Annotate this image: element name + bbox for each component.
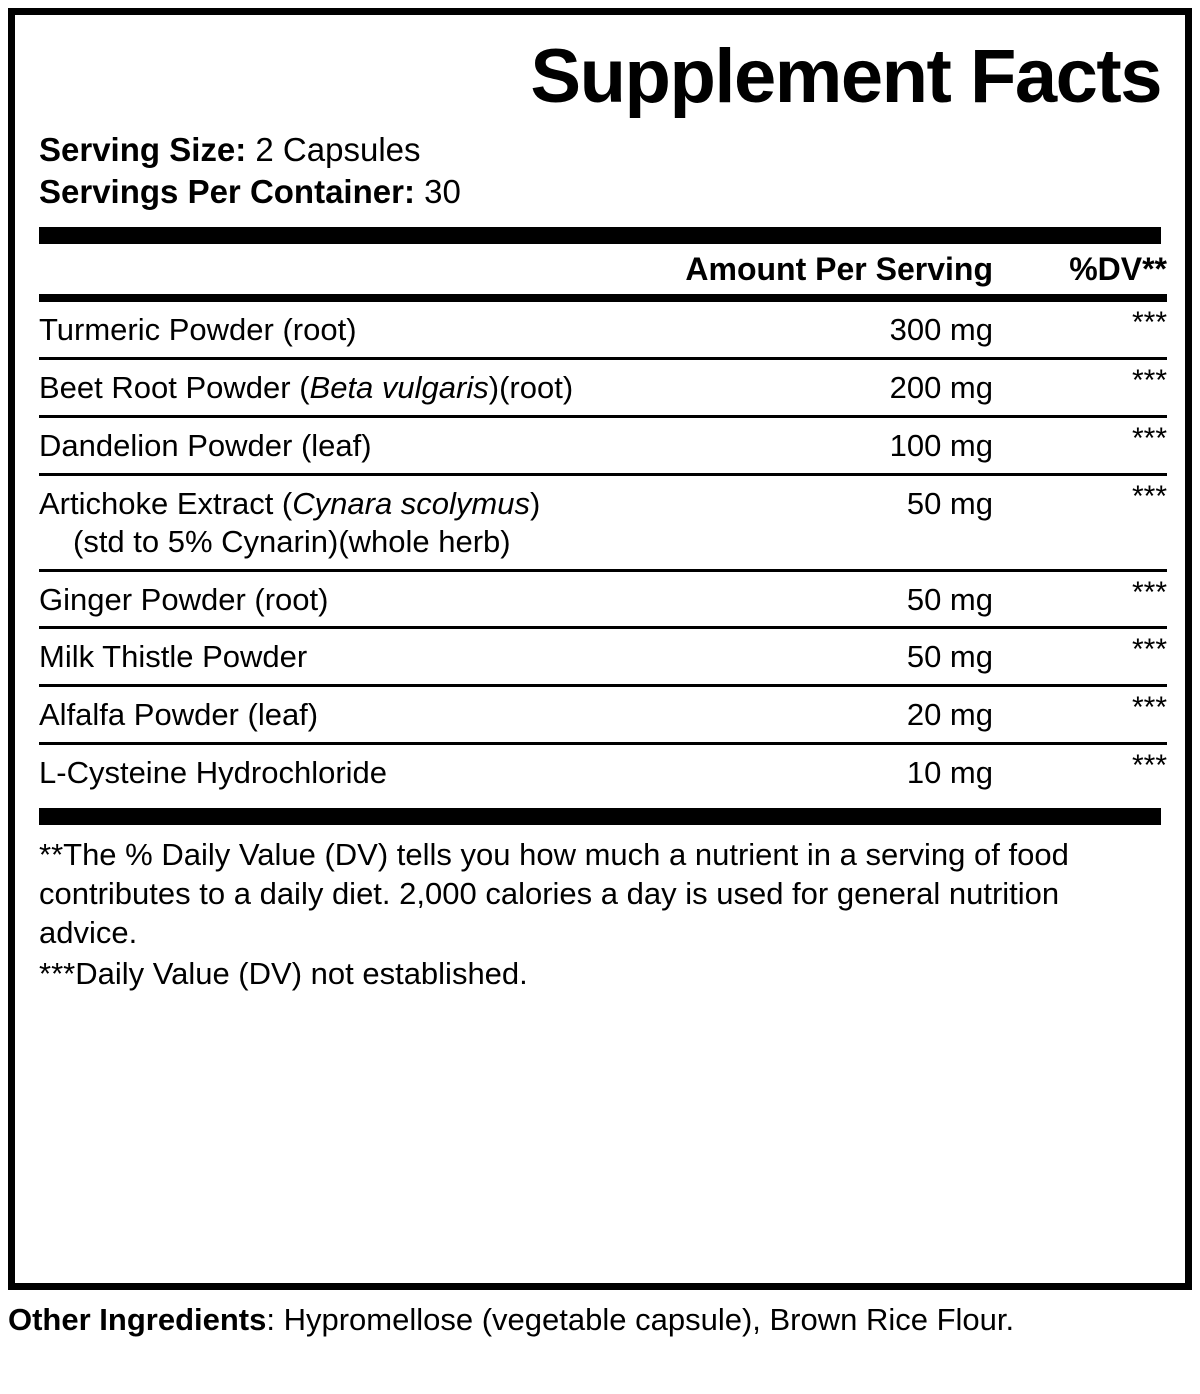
ingredient-name: Milk Thistle Powder [39, 639, 308, 675]
other-ingredients [8, 1300, 1192, 1340]
ingredient-name-pre: Artichoke Extract ( [39, 485, 293, 521]
table-row [39, 745, 1167, 800]
ingredient-name: Ginger Powder (root) [39, 581, 329, 617]
ingredient-dv: *** [1131, 748, 1167, 782]
ingredient-dv: *** [1131, 479, 1167, 513]
supplement-facts-panel [8, 8, 1192, 1290]
header-dv: %DV** [1069, 251, 1167, 288]
ingredient-name-pre: Beet Root Powder ( [39, 370, 310, 406]
ingredient-amount: 100 mg [889, 428, 993, 464]
divider-thick-bottom [39, 808, 1161, 825]
ingredient-dv: *** [1131, 422, 1167, 456]
servings-per-container-label: Servings Per Container: [39, 173, 415, 211]
servings-per-container-line [39, 171, 1161, 213]
ingredient-amount: 10 mg [906, 754, 993, 790]
ingredient-name-post: ) [530, 485, 541, 521]
ingredient-dv: *** [1131, 633, 1167, 667]
header-amount-per-serving: Amount Per Serving [685, 251, 993, 288]
table-row [39, 418, 1167, 473]
ingredient-dv: *** [1131, 575, 1167, 609]
supplement-facts-table [39, 244, 1167, 799]
ingredient-name-sub: (std to 5% Cynarin)(whole herb) [73, 523, 511, 559]
servings-per-container-value: 30 [424, 173, 461, 211]
table-row [39, 476, 1167, 569]
ingredient-dv: *** [1131, 364, 1167, 398]
ingredient-name [39, 476, 659, 569]
table-row [39, 360, 1167, 415]
footnotes [39, 825, 1161, 993]
divider-med [39, 294, 1167, 302]
header-blank [39, 244, 659, 294]
ingredient-amount: 20 mg [906, 697, 993, 733]
table-row [39, 572, 1167, 627]
ingredient-name: Dandelion Powder (leaf) [39, 428, 372, 464]
ingredient-name [39, 360, 659, 415]
ingredient-name: Alfalfa Powder (leaf) [39, 697, 319, 733]
footnote-not-established: ***Daily Value (DV) not established. [39, 955, 528, 991]
serving-size-label: Serving Size: [39, 131, 247, 168]
table-row [39, 629, 1167, 684]
ingredient-dv: *** [1131, 306, 1167, 340]
ingredient-amount: 50 mg [906, 485, 993, 521]
footnote-daily-value: **The % Daily Value (DV) tells you how much a nutrient in a serving of food contributes to a daily diet. 2,000 calories a day is used for general nutrition advice. [39, 836, 1069, 950]
table-row [39, 302, 1167, 357]
table-row [39, 687, 1167, 742]
ingredient-amount: 300 mg [889, 312, 993, 348]
ingredient-amount: 50 mg [906, 639, 993, 675]
serving-size-value: 2 Capsules [255, 131, 421, 168]
other-ingredients-text: : Hypromellose (vegetable capsule), Brown Rice Flour. [266, 1302, 1015, 1337]
ingredient-dv: *** [1131, 691, 1167, 725]
ingredient-latin-name: Cynara scolymus [292, 485, 530, 521]
divider-thick-top [39, 227, 1161, 244]
ingredient-name-post: )(root) [488, 370, 574, 406]
table-header-row [39, 244, 1167, 294]
ingredient-latin-name: Beta vulgaris [309, 370, 489, 406]
ingredient-amount: 200 mg [889, 370, 993, 406]
other-ingredients-label: Other Ingredients [8, 1302, 267, 1337]
ingredient-amount: 50 mg [906, 581, 993, 617]
page-title: Supplement Facts [530, 34, 1161, 119]
ingredient-name: L-Cysteine Hydrochloride [39, 754, 388, 790]
ingredient-name: Turmeric Powder (root) [39, 312, 357, 348]
serving-size-line [39, 129, 1161, 171]
